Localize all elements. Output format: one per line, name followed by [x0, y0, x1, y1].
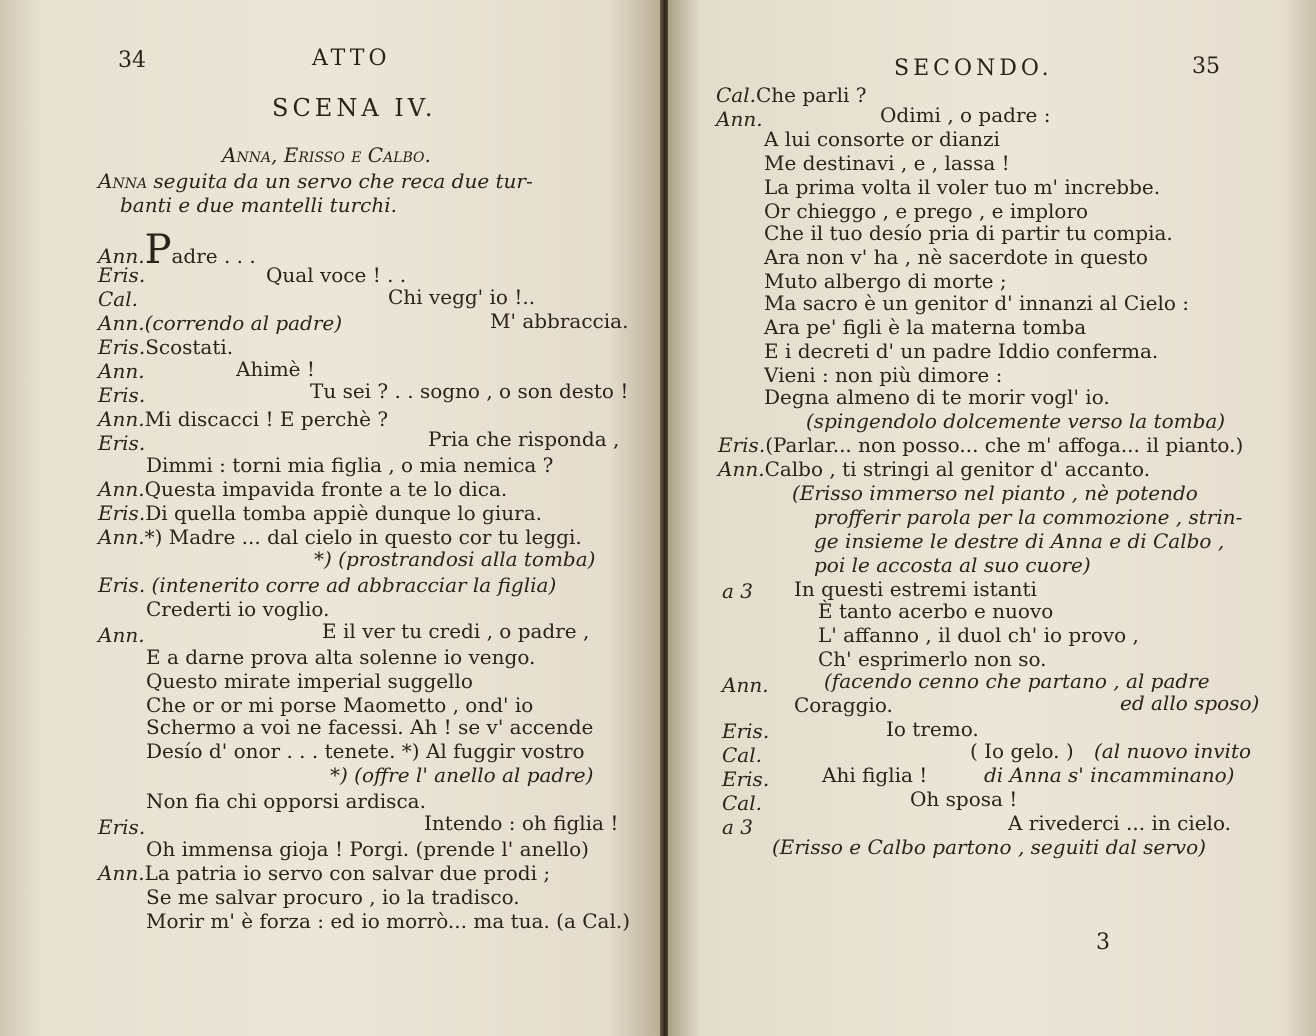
speaker-label: Eris.	[98, 383, 146, 407]
line-text: Intendo : oh figlia !	[424, 811, 619, 835]
line-text: Ara non v' ha , nè sacerdote in questo	[764, 245, 1148, 269]
script-line	[718, 434, 1243, 456]
speaker-label: Cal.	[716, 83, 756, 107]
line-text: Scostati.	[145, 335, 234, 359]
drop-cap: P	[144, 227, 172, 273]
line-text: Tu sei ? . . sogno , o son desto !	[310, 379, 629, 403]
characters-list: Anna, Erisso e Calbo.	[222, 143, 431, 167]
line-text: Di quella tomba appiè dunque lo giura.	[145, 501, 542, 525]
line-text: Ch' esprimerlo non so.	[818, 647, 1047, 671]
line-text: Che parli ?	[755, 83, 867, 107]
line-text: La patria io servo con salvar due prodi ;	[144, 861, 551, 885]
signature-mark: 3	[1096, 930, 1110, 955]
script-line	[98, 312, 342, 334]
line-text: E a darne prova alta solenne io vengo.	[146, 645, 536, 669]
speaker-label: a 3	[722, 579, 754, 603]
stage-direction: *) (offre l' anello al padre)	[330, 763, 594, 787]
speaker-label: Eris.	[98, 335, 146, 359]
stage-direction: *) (prostrandosi alla tomba)	[314, 547, 596, 571]
line-text: Muto albergo di morte ;	[764, 269, 1007, 293]
line-text: M' abbraccia.	[490, 309, 629, 333]
line-text: Che or or mi porse Maometto , ond' io	[146, 693, 534, 717]
speaker-label: Ann.	[718, 457, 765, 481]
stage-direction: (Erisso immerso nel pianto , nè potendo	[792, 481, 1198, 505]
line-text: Crederti io voglio.	[146, 597, 330, 621]
line-text: Morir m' è forza : ed io morrò... ma tua. (a Cal.)	[146, 909, 631, 933]
line-text: Degna almeno di te morir vogl' io.	[764, 385, 1110, 409]
script-line	[98, 408, 388, 430]
speaker-label: Eris.	[722, 767, 770, 791]
line-text: Desío d' onor . . . tenete. *) Al fuggir vostro	[146, 739, 585, 763]
script-line	[98, 574, 556, 596]
stage-direction: (facendo cenno che partano , al padre	[824, 669, 1210, 693]
speaker-label: a 3	[722, 815, 754, 839]
line-text: Calbo , ti stringi al genitor d' accanto.	[764, 457, 1151, 481]
stage-direction: profferir parola per la commozione , strin-	[814, 505, 1243, 529]
speaker-label: Ann.	[98, 407, 145, 431]
line-text: Qual voce ! . .	[266, 263, 407, 287]
stage-direction: (Erisso e Calbo partono , seguiti dal servo)	[772, 835, 1206, 859]
scene-title: SCENA IV.	[272, 94, 437, 122]
script-line	[716, 84, 867, 106]
speaker-label: Eris.	[98, 501, 146, 525]
script-line	[98, 336, 233, 358]
direction-speaker: Anna	[98, 169, 148, 193]
line-text: Mi discacci ! E perchè ?	[144, 407, 389, 431]
line-text: E il ver tu credi , o padre ,	[322, 619, 590, 643]
line-text: adre . . .	[171, 244, 256, 268]
line-text: Ahi figlia !	[822, 763, 928, 787]
speaker-label: Eris.	[98, 263, 146, 287]
line-text: Chi vegg' io !..	[388, 285, 536, 309]
speaker-label: Eris.	[718, 433, 766, 457]
stage-direction: (intenerito corre ad abbracciar la figlia)	[151, 573, 557, 597]
line-text: Oh sposa !	[910, 787, 1018, 811]
speaker-label: Cal.	[722, 791, 762, 815]
line-text: Questa impavida fronte a te lo dica.	[144, 477, 508, 501]
speaker-label: Ann.	[716, 107, 763, 131]
line-text: Odimi , o padre :	[880, 103, 1051, 127]
line-text: E i decreti d' un padre Iddio conferma.	[764, 339, 1159, 363]
running-header: ATTO	[312, 46, 391, 71]
page-number: 35	[1192, 54, 1220, 79]
line-text: È tanto acerbo e nuovo	[818, 599, 1054, 623]
speaker-label: Eris.	[722, 719, 770, 743]
line-text: Dimmi : torni mia figlia , o mia nemica ?	[146, 453, 554, 477]
stage-direction: ed allo sposo)	[1120, 691, 1260, 715]
line-text: Se me salvar procuro , io la tradisco.	[146, 885, 520, 909]
line-text: Coraggio.	[794, 693, 893, 717]
line-text: Oh immensa gioja ! Porgi. (prende l' anello)	[146, 837, 589, 861]
stage-direction: ge insieme le destre di Anna e di Calbo ,	[814, 529, 1225, 553]
script-line	[98, 526, 582, 548]
line-text: Io tremo.	[886, 717, 979, 741]
speaker-label: Ann.	[722, 673, 769, 697]
stage-direction: di Anna s' incamminano)	[984, 763, 1235, 787]
speaker-label: Ann.	[98, 861, 145, 885]
line-text: Schermo a voi ne facessi. Ah ! se v' accende	[146, 715, 594, 739]
line-text: In questi estremi istanti	[794, 577, 1037, 601]
line-text: La prima volta il voler tuo m' increbbe.	[764, 175, 1161, 199]
line-text: Non fia chi opporsi ardisca.	[146, 789, 426, 813]
right-page	[668, 0, 1316, 1036]
direction-text-1: seguita da un servo che reca due tur-	[153, 169, 533, 193]
stage-direction-2: banti e due mantelli turchi.	[120, 193, 397, 217]
script-line	[98, 502, 542, 524]
line-text: *) Madre ... dal cielo in questo cor tu leggi.	[144, 525, 582, 549]
line-text: A rivederci ... in cielo.	[1008, 811, 1231, 835]
line-text: Questo mirate imperial suggello	[146, 669, 473, 693]
script-line	[98, 862, 550, 884]
script-line	[98, 478, 507, 500]
stage-direction: (spingendolo dolcemente verso la tomba)	[806, 409, 1226, 433]
stage-direction-1	[98, 170, 533, 192]
stage-direction: (correndo al padre)	[144, 311, 343, 335]
speaker-label: Cal.	[722, 743, 762, 767]
stage-direction: (al nuovo invito	[1094, 739, 1252, 763]
line-text: Or chieggo , e prego , e imploro	[764, 199, 1089, 223]
speaker-label: Eris.	[98, 431, 146, 455]
line-text: Vieni : non più dimore :	[764, 363, 1003, 387]
line-text: Pria che risponda ,	[428, 427, 620, 451]
line-text: Ara pe' figli è la materna tomba	[764, 315, 1087, 339]
line-text: Che il tuo desío pria di partir tu compia.	[764, 221, 1173, 245]
speaker-label: Eris.	[98, 573, 146, 597]
line-text: L' affanno , il duol ch' io provo ,	[818, 623, 1139, 647]
speaker-label: Ann.	[98, 525, 145, 549]
speaker-label: Ann.	[98, 477, 145, 501]
speaker-label: Ann.	[98, 311, 145, 335]
line-text: Ma sacro è un genitor d' innanzi al Cielo :	[764, 291, 1189, 315]
speaker-label: Ann.	[98, 244, 145, 268]
speaker-label: Ann.	[98, 359, 145, 383]
speaker-label: Cal.	[98, 287, 138, 311]
speaker-label: Ann.	[98, 623, 145, 647]
speaker-label: Eris.	[98, 815, 146, 839]
line-text: (Parlar... non posso... che m' affoga... il pianto.)	[765, 433, 1244, 457]
page-number: 34	[118, 48, 146, 73]
line-text: ( Io gelo. )	[970, 739, 1074, 763]
running-header: SECONDO.	[894, 56, 1053, 81]
line-text: Ahimè !	[236, 357, 315, 381]
stage-direction: poi le accosta al suo cuore)	[814, 553, 1091, 577]
line-text: A lui consorte or dianzi	[764, 127, 1000, 151]
script-line	[718, 458, 1150, 480]
line-text: Me destinavi , e , lassa !	[764, 151, 1010, 175]
